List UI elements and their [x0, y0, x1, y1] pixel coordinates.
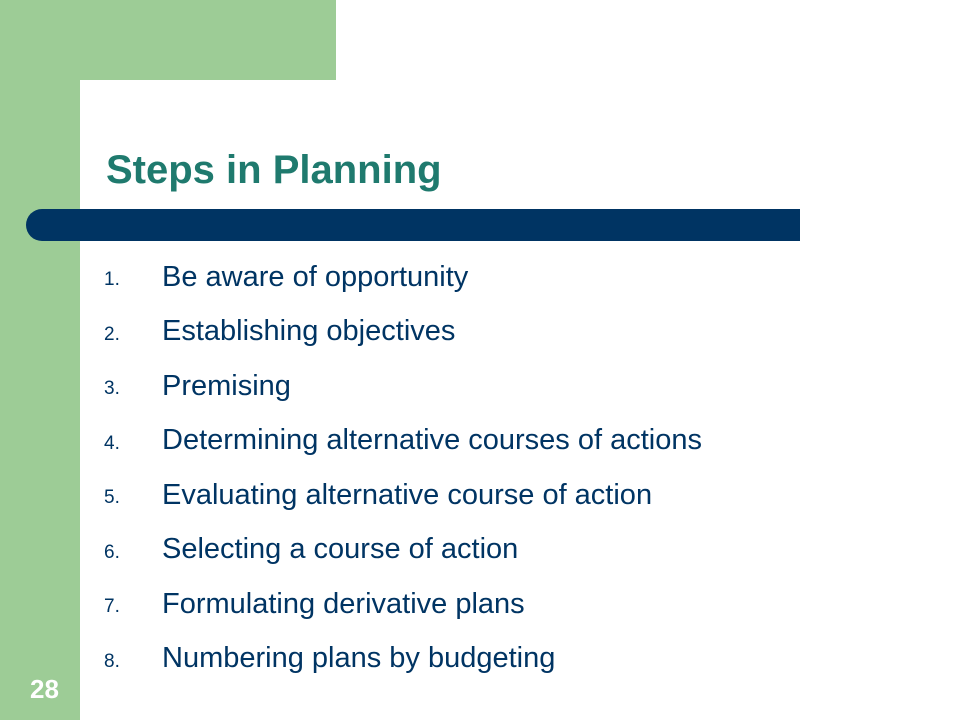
title-underline-bar [26, 209, 800, 241]
step-text: Formulating derivative plans [162, 587, 525, 620]
list-item [104, 577, 702, 632]
list-item [104, 359, 702, 414]
list-item [104, 632, 702, 687]
page-number: 28 [30, 674, 59, 704]
step-number: 2. [104, 323, 120, 345]
list-item [104, 305, 702, 360]
list-item [104, 250, 702, 305]
step-number: 7. [104, 596, 120, 618]
step-number: 4. [104, 432, 120, 454]
step-number: 1. [104, 269, 120, 291]
list-item [104, 414, 702, 469]
step-number: 5. [104, 487, 120, 509]
list-item [104, 468, 702, 523]
step-text: Selecting a course of action [162, 533, 519, 566]
list-item [104, 523, 702, 578]
step-text: Numbering plans by budgeting [162, 642, 556, 675]
steps-list [104, 250, 702, 686]
step-text: Determining alternative courses of actions [162, 424, 702, 457]
step-number: 6. [104, 541, 120, 563]
slide-title: Steps in Planning [106, 148, 442, 192]
step-number: 3. [104, 378, 120, 400]
step-text: Premising [162, 369, 291, 402]
step-text: Establishing objectives [162, 315, 456, 348]
step-number: 8. [104, 650, 120, 672]
step-text: Evaluating alternative course of action [162, 478, 653, 511]
green-side-band [0, 0, 80, 720]
green-top-band [0, 0, 336, 80]
step-text: Be aware of opportunity [162, 260, 469, 293]
